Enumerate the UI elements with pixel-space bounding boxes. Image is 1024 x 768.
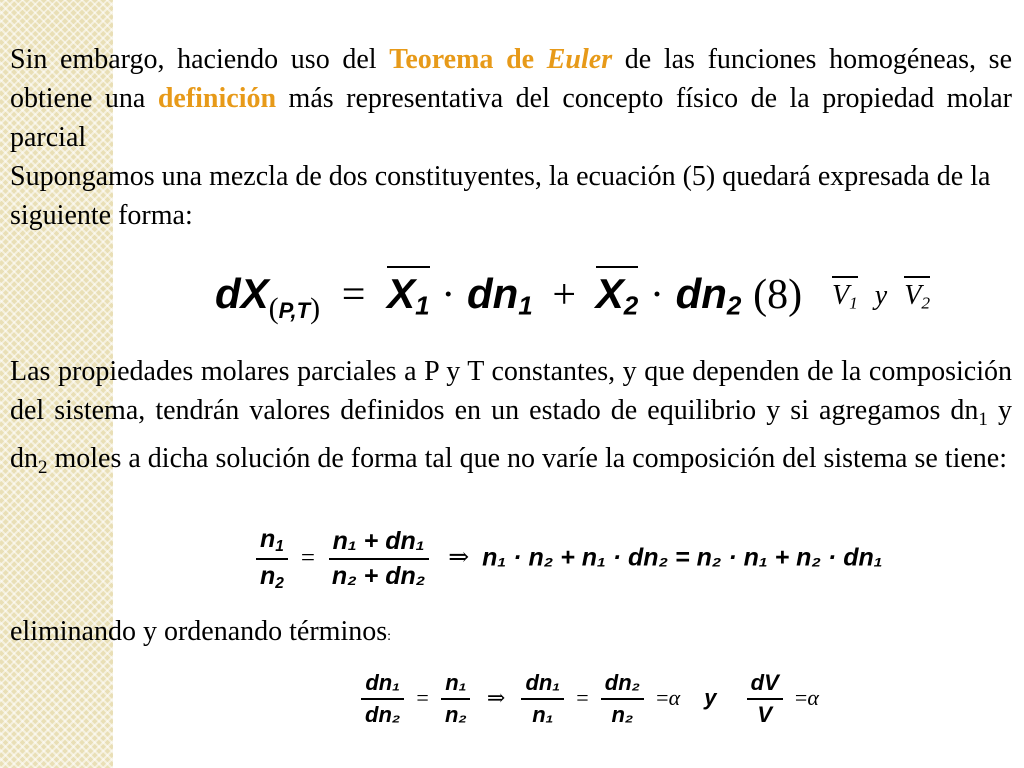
highlight-definicion: definición [157,83,277,114]
fraction-dv-v [747,670,783,728]
subscript: 1 [978,409,988,430]
num: n [260,525,276,553]
sub: 1 [275,537,284,555]
fraction-dn1-dn2 [361,670,404,728]
num: n₁ + dn₁ [329,527,429,560]
den: n₂ + dn₂ [331,561,426,590]
v1-sub: 1 [849,293,858,313]
dn1-sub: 1 [518,290,533,321]
text: moles a dicha solución de forma tal que no varíe la composición del sistema se tiene: [47,443,1007,474]
equation-ratio: $\frac{n1}{n2}$ = $\frac{\text{n₁ + dn₁}}{\text{n₂ + dn₂}}$ ⇒ n₁ · n₂ + n₁ · dn₂ = n₂ · n₁ + n₂ · dn₁ [250,525,883,593]
conjunction: y [704,684,717,710]
equation-number: (8) [753,272,803,318]
dn2-sub: 2 [726,290,742,321]
dn2-var: dn [675,270,727,317]
paragraph-mixture: Supongamos una mezcla de dos constituyentes, la ecuación (5) quedará expresada de la siguiente forma: [10,161,991,231]
fraction-dn1-n1 [521,670,564,728]
den: n₂ [611,702,634,727]
num: dn₁ [361,670,404,700]
v2-sub: 2 [921,293,931,313]
dn1-var: dn [466,270,519,317]
num: dn₂ [601,670,644,700]
sub: 2 [275,574,284,592]
subscript: 2 [38,457,48,478]
highlight-euler: Euler [546,44,613,75]
x2-sub: 2 [623,290,639,321]
text: de las funciones homogéneas, se obtiene una [10,44,1012,114]
equation-alpha: $\frac{\text{dn₁}}{\text{dn₂}}$ = $\frac{\text{n₁}}{\text{n₂}}$ ⇒ $\frac{\text{dn₁}}{\text{n₁}}$ = $\frac{\text{dn₂}}{\text{n₂}}$ =α y $\frac{dV}{V}$ =α [355,670,819,728]
den: n [260,561,276,590]
alpha-symbol: α [668,684,681,710]
tail: : [387,629,392,644]
paragraph-eliminando [10,612,391,656]
rhs-expression: n₁ · n₂ + n₁ · dn₂ = n₂ · n₁ + n₂ · dn₁ [482,543,883,572]
fraction-n1-n2 [256,525,288,593]
paragraph-composition [10,352,1012,487]
fraction-n1-n2-b [441,670,471,728]
alpha-symbol: α [807,684,819,710]
den: n₁ [532,702,554,727]
text: Las propiedades molares parciales a P y T constantes, y que dependen de la composición del sistema, tendrán valores definidos en un estado de equilibrio y si agregamos dn [10,356,1012,426]
text: y dn [10,395,1012,474]
x1-sub: 1 [415,290,430,321]
partial-volumes-note [832,276,930,313]
highlight-teorema: Teorema de [389,44,547,75]
num: dV [747,670,783,700]
slide-content [10,40,1012,235]
num: dn₁ [521,670,564,700]
x1-var: X [387,270,416,317]
v1-var: V [832,280,850,311]
v2-var: V [904,280,922,311]
text: eliminando y ordenando términos [10,616,388,647]
fraction-dn2-n2 [601,670,644,728]
den: dn₂ [365,702,401,727]
equation-8: $dX_{(P,T)} = X1 \cdot dn1 + X2 \cdot dn2$ (8) [215,266,802,326]
text: Sin embargo, haciendo uso del [10,44,390,75]
den: V [757,702,773,727]
eq-lhs: dX [215,270,269,317]
paragraph-euler [10,40,1012,157]
fraction-n-plus-dn [328,527,429,591]
conjunction: y [874,280,888,311]
x2-var: X [595,270,624,317]
num: n₁ [441,670,470,700]
text: más representativa del concepto físico de la propiedad molar parcial [10,83,1012,153]
den: n₂ [444,702,467,727]
